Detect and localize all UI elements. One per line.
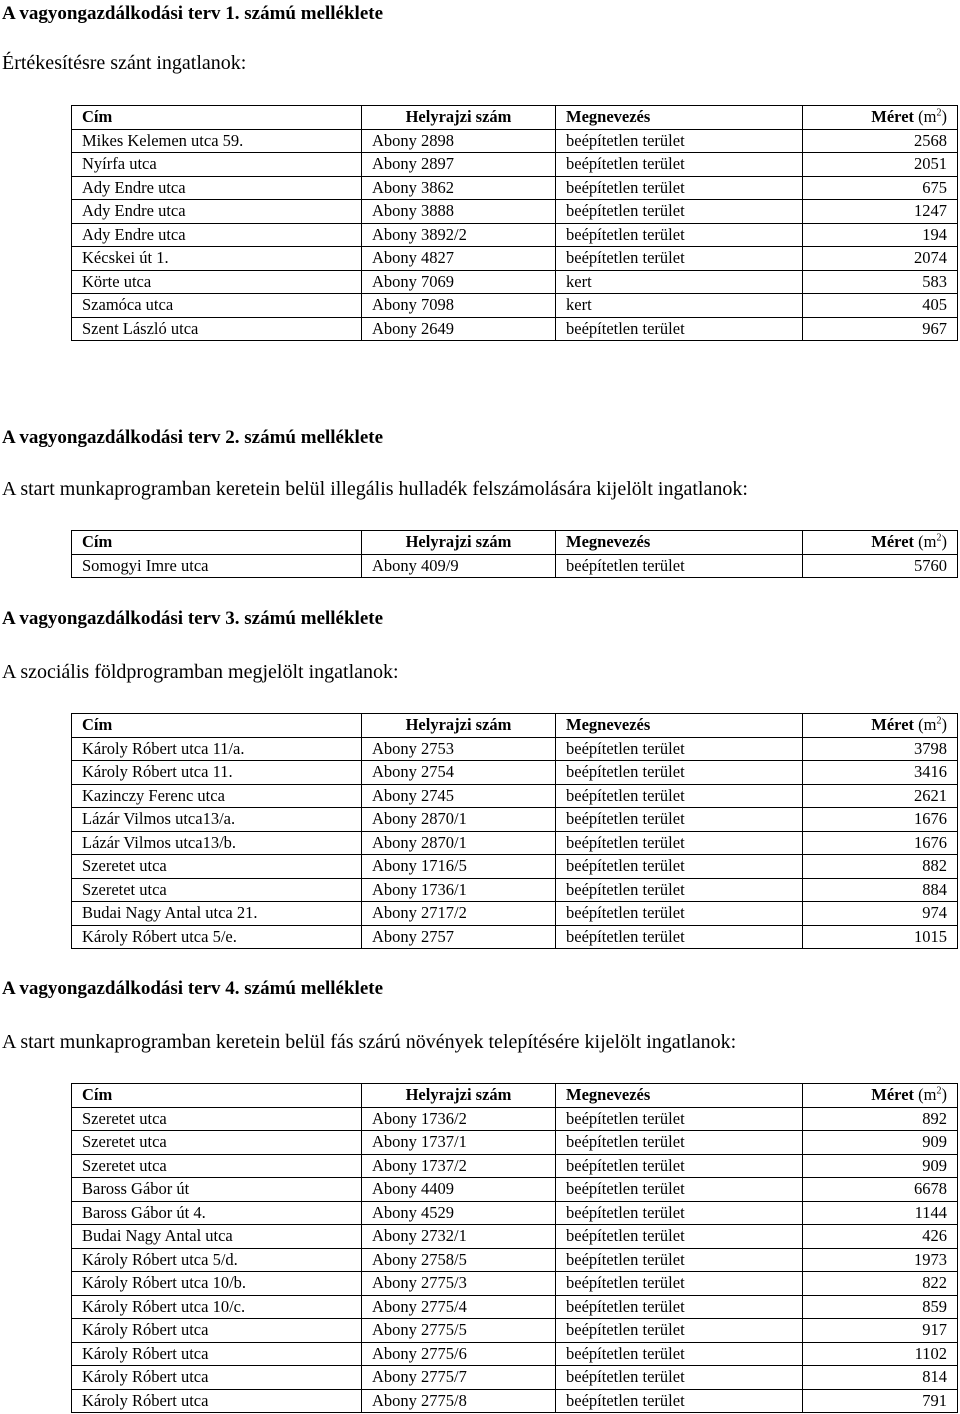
header-cim: Cím [72, 106, 362, 130]
header-meret [803, 106, 958, 130]
header-meret [803, 714, 958, 738]
cell-helyrajzi-szam: Abony 2717/2 [362, 902, 556, 926]
cell-megnevezes: beépítetlen terület [556, 200, 803, 224]
cell-cim: Károly Róbert utca 5/e. [72, 925, 362, 949]
section-3-table [71, 713, 958, 949]
table-row [72, 1366, 958, 1390]
cell-cim: Kazinczy Ferenc utca [72, 784, 362, 808]
cell-helyrajzi-szam: Abony 4529 [362, 1201, 556, 1225]
section-4-table [71, 1083, 958, 1413]
table-header-row [72, 531, 958, 555]
unit-exponent: 2 [936, 1085, 942, 1097]
cell-helyrajzi-szam: Abony 2870/1 [362, 831, 556, 855]
header-megnevezes: Megnevezés [556, 531, 803, 555]
cell-cim: Károly Róbert utca 5/d. [72, 1248, 362, 1272]
table-row [72, 1201, 958, 1225]
cell-helyrajzi-szam: Abony 2870/1 [362, 808, 556, 832]
cell-helyrajzi-szam: Abony 3862 [362, 176, 556, 200]
unit-open: (m [918, 1085, 937, 1105]
cell-helyrajzi-szam: Abony 2775/8 [362, 1389, 556, 1413]
table-row [72, 1107, 958, 1131]
cell-cim: Károly Róbert utca [72, 1319, 362, 1343]
section-2-title: A vagyongazdálkodási terv 2. számú melléklete [2, 427, 384, 448]
unit-close: ) [941, 107, 947, 127]
table-header-row [72, 1084, 958, 1108]
cell-megnevezes: beépítetlen terület [556, 1389, 803, 1413]
cell-megnevezes: beépítetlen terület [556, 247, 803, 271]
table-row [72, 1225, 958, 1249]
header-megnevezes: Megnevezés [556, 106, 803, 130]
cell-helyrajzi-szam: Abony 3892/2 [362, 223, 556, 247]
cell-helyrajzi-szam: Abony 4827 [362, 247, 556, 271]
header-meret-label: Méret [871, 715, 915, 735]
cell-cim: Károly Róbert utca [72, 1389, 362, 1413]
cell-megnevezes: kert [556, 294, 803, 318]
cell-cim: Körte utca [72, 270, 362, 294]
cell-cim: Szamóca utca [72, 294, 362, 318]
cell-meret: 909 [803, 1154, 958, 1178]
cell-cim: Ady Endre utca [72, 223, 362, 247]
cell-cim: Ady Endre utca [72, 200, 362, 224]
cell-meret: 892 [803, 1107, 958, 1131]
cell-megnevezes: beépítetlen terület [556, 1295, 803, 1319]
table-row [72, 1131, 958, 1155]
cell-meret: 791 [803, 1389, 958, 1413]
unit-close: ) [941, 532, 947, 552]
cell-helyrajzi-szam: Abony 3888 [362, 200, 556, 224]
cell-cim: Szeretet utca [72, 1107, 362, 1131]
cell-helyrajzi-szam: Abony 1736/1 [362, 878, 556, 902]
header-helyrajzi-szam: Helyrajzi szám [362, 531, 556, 555]
unit-exponent: 2 [936, 532, 942, 544]
cell-cim: Budai Nagy Antal utca [72, 1225, 362, 1249]
cell-meret: 583 [803, 270, 958, 294]
section-2-subtitle: A start munkaprogramban keretein belül illegális hulladék felszámolására kijelölt ingatlanok: [2, 478, 748, 500]
cell-helyrajzi-szam: Abony 2753 [362, 737, 556, 761]
table-row [72, 129, 958, 153]
cell-cim: Szeretet utca [72, 1154, 362, 1178]
header-megnevezes: Megnevezés [556, 1084, 803, 1108]
section-3-title: A vagyongazdálkodási terv 3. számú melléklete [2, 608, 384, 629]
cell-megnevezes: beépítetlen terület [556, 1342, 803, 1366]
section-2-table [71, 530, 958, 578]
section-1-subtitle: Értékesítésre szánt ingatlanok: [2, 52, 247, 74]
section-1-title: A vagyongazdálkodási terv 1. számú melléklete [2, 3, 384, 24]
cell-helyrajzi-szam: Abony 2775/5 [362, 1319, 556, 1343]
cell-cim: Lázár Vilmos utca13/a. [72, 808, 362, 832]
cell-megnevezes: beépítetlen terület [556, 1225, 803, 1249]
cell-helyrajzi-szam: Abony 2758/5 [362, 1248, 556, 1272]
cell-megnevezes: beépítetlen terület [556, 1272, 803, 1296]
section-1-table [71, 105, 958, 341]
header-cim: Cím [72, 714, 362, 738]
cell-cim: Budai Nagy Antal utca 21. [72, 902, 362, 926]
cell-cim: Szeretet utca [72, 855, 362, 879]
cell-megnevezes: kert [556, 270, 803, 294]
cell-megnevezes: beépítetlen terület [556, 808, 803, 832]
table-row [72, 317, 958, 341]
cell-meret: 3798 [803, 737, 958, 761]
cell-meret: 1015 [803, 925, 958, 949]
table-row [72, 294, 958, 318]
cell-megnevezes: beépítetlen terület [556, 831, 803, 855]
cell-meret: 194 [803, 223, 958, 247]
cell-megnevezes: beépítetlen terület [556, 176, 803, 200]
table-row [72, 1319, 958, 1343]
table-row [72, 200, 958, 224]
cell-helyrajzi-szam: Abony 1716/5 [362, 855, 556, 879]
table-row [72, 176, 958, 200]
cell-helyrajzi-szam: Abony 2757 [362, 925, 556, 949]
cell-meret: 1676 [803, 831, 958, 855]
cell-meret: 2051 [803, 153, 958, 177]
cell-megnevezes: beépítetlen terület [556, 761, 803, 785]
cell-helyrajzi-szam: Abony 2897 [362, 153, 556, 177]
cell-helyrajzi-szam: Abony 2775/7 [362, 1366, 556, 1390]
cell-meret: 859 [803, 1295, 958, 1319]
header-meret [803, 1084, 958, 1108]
cell-helyrajzi-szam: Abony 2775/6 [362, 1342, 556, 1366]
cell-cim: Mikes Kelemen utca 59. [72, 129, 362, 153]
cell-megnevezes: beépítetlen terület [556, 1366, 803, 1390]
cell-cim: Baross Gábor út 4. [72, 1201, 362, 1225]
header-meret-label: Méret [871, 1085, 915, 1105]
table-row [72, 761, 958, 785]
header-cim: Cím [72, 1084, 362, 1108]
cell-megnevezes: beépítetlen terület [556, 784, 803, 808]
cell-meret: 1102 [803, 1342, 958, 1366]
table-row [72, 1178, 958, 1202]
cell-meret: 5760 [803, 554, 958, 578]
cell-meret: 1676 [803, 808, 958, 832]
cell-meret: 909 [803, 1131, 958, 1155]
table-row [72, 737, 958, 761]
header-helyrajzi-szam: Helyrajzi szám [362, 1084, 556, 1108]
table-row [72, 1154, 958, 1178]
cell-megnevezes: beépítetlen terület [556, 317, 803, 341]
unit-open: (m [918, 715, 937, 735]
cell-cim: Károly Róbert utca 11/a. [72, 737, 362, 761]
cell-helyrajzi-szam: Abony 2649 [362, 317, 556, 341]
header-meret [803, 531, 958, 555]
cell-meret: 2568 [803, 129, 958, 153]
cell-megnevezes: beépítetlen terület [556, 878, 803, 902]
cell-cim: Károly Róbert utca 10/c. [72, 1295, 362, 1319]
cell-meret: 1144 [803, 1201, 958, 1225]
cell-meret: 822 [803, 1272, 958, 1296]
section-4-title: A vagyongazdálkodási terv 4. számú melléklete [2, 978, 384, 999]
cell-meret: 1973 [803, 1248, 958, 1272]
header-meret-unit [918, 107, 947, 126]
unit-open: (m [918, 532, 937, 552]
cell-megnevezes: beépítetlen terület [556, 925, 803, 949]
cell-helyrajzi-szam: Abony 2732/1 [362, 1225, 556, 1249]
table-header-row [72, 714, 958, 738]
table-row [72, 223, 958, 247]
cell-cim: Károly Róbert utca [72, 1342, 362, 1366]
table-row [72, 808, 958, 832]
cell-helyrajzi-szam: Abony 1737/2 [362, 1154, 556, 1178]
cell-helyrajzi-szam: Abony 409/9 [362, 554, 556, 578]
unit-exponent: 2 [936, 107, 942, 119]
cell-cim: Lázár Vilmos utca13/b. [72, 831, 362, 855]
cell-cim: Károly Róbert utca [72, 1366, 362, 1390]
header-meret-unit [918, 532, 947, 551]
table-row [72, 878, 958, 902]
cell-megnevezes: beépítetlen terület [556, 554, 803, 578]
cell-meret: 426 [803, 1225, 958, 1249]
cell-cim: Szeretet utca [72, 878, 362, 902]
cell-megnevezes: beépítetlen terület [556, 1154, 803, 1178]
cell-cim: Károly Róbert utca 10/b. [72, 1272, 362, 1296]
table-row [72, 1342, 958, 1366]
cell-meret: 675 [803, 176, 958, 200]
cell-cim: Kécskei út 1. [72, 247, 362, 271]
cell-helyrajzi-szam: Abony 7098 [362, 294, 556, 318]
cell-megnevezes: beépítetlen terület [556, 1248, 803, 1272]
table-body [72, 1107, 958, 1413]
header-megnevezes: Megnevezés [556, 714, 803, 738]
section-4-subtitle: A start munkaprogramban keretein belül fás szárú növények telepítésére kijelölt ingatlanok: [2, 1031, 737, 1053]
cell-cim: Szeretet utca [72, 1131, 362, 1155]
cell-meret: 405 [803, 294, 958, 318]
cell-cim: Károly Róbert utca 11. [72, 761, 362, 785]
header-meret-unit [918, 1085, 947, 1104]
table-row [72, 247, 958, 271]
cell-megnevezes: beépítetlen terület [556, 1178, 803, 1202]
table-row [72, 554, 958, 578]
table-body [72, 737, 958, 949]
table-row [72, 1272, 958, 1296]
cell-megnevezes: beépítetlen terület [556, 902, 803, 926]
cell-helyrajzi-szam: Abony 4409 [362, 1178, 556, 1202]
unit-open: (m [918, 107, 937, 127]
cell-megnevezes: beépítetlen terület [556, 129, 803, 153]
cell-meret: 967 [803, 317, 958, 341]
cell-cim: Nyírfa utca [72, 153, 362, 177]
cell-meret: 917 [803, 1319, 958, 1343]
table-row [72, 270, 958, 294]
cell-meret: 974 [803, 902, 958, 926]
header-helyrajzi-szam: Helyrajzi szám [362, 714, 556, 738]
table-row [72, 831, 958, 855]
unit-exponent: 2 [936, 715, 942, 727]
header-helyrajzi-szam: Helyrajzi szám [362, 106, 556, 130]
table-header-row [72, 106, 958, 130]
unit-close: ) [941, 1085, 947, 1105]
cell-meret: 3416 [803, 761, 958, 785]
cell-megnevezes: beépítetlen terület [556, 855, 803, 879]
cell-meret: 814 [803, 1366, 958, 1390]
table-row [72, 925, 958, 949]
table-row [72, 902, 958, 926]
cell-megnevezes: beépítetlen terület [556, 1319, 803, 1343]
cell-helyrajzi-szam: Abony 2775/4 [362, 1295, 556, 1319]
table-row [72, 1389, 958, 1413]
cell-meret: 882 [803, 855, 958, 879]
cell-cim: Szent László utca [72, 317, 362, 341]
table-row [72, 1295, 958, 1319]
table-row [72, 153, 958, 177]
cell-helyrajzi-szam: Abony 7069 [362, 270, 556, 294]
header-meret-label: Méret [871, 107, 915, 127]
unit-close: ) [941, 715, 947, 735]
table-row [72, 784, 958, 808]
cell-meret: 1247 [803, 200, 958, 224]
header-meret-label: Méret [871, 532, 915, 552]
cell-megnevezes: beépítetlen terület [556, 1107, 803, 1131]
cell-cim: Baross Gábor út [72, 1178, 362, 1202]
cell-megnevezes: beépítetlen terület [556, 1131, 803, 1155]
header-cim: Cím [72, 531, 362, 555]
cell-meret: 6678 [803, 1178, 958, 1202]
section-3-subtitle: A szociális földprogramban megjelölt ingatlanok: [2, 661, 399, 683]
cell-helyrajzi-szam: Abony 1736/2 [362, 1107, 556, 1131]
cell-megnevezes: beépítetlen terület [556, 223, 803, 247]
cell-megnevezes: beépítetlen terület [556, 737, 803, 761]
table-row [72, 1248, 958, 1272]
cell-helyrajzi-szam: Abony 2745 [362, 784, 556, 808]
cell-helyrajzi-szam: Abony 2775/3 [362, 1272, 556, 1296]
cell-meret: 2621 [803, 784, 958, 808]
cell-meret: 884 [803, 878, 958, 902]
cell-meret: 2074 [803, 247, 958, 271]
cell-helyrajzi-szam: Abony 1737/1 [362, 1131, 556, 1155]
cell-megnevezes: beépítetlen terület [556, 153, 803, 177]
cell-helyrajzi-szam: Abony 2898 [362, 129, 556, 153]
cell-megnevezes: beépítetlen terület [556, 1201, 803, 1225]
header-meret-unit [918, 715, 947, 734]
cell-cim: Ady Endre utca [72, 176, 362, 200]
table-body [72, 129, 958, 341]
cell-helyrajzi-szam: Abony 2754 [362, 761, 556, 785]
table-body [72, 554, 958, 578]
cell-cim: Somogyi Imre utca [72, 554, 362, 578]
table-row [72, 855, 958, 879]
